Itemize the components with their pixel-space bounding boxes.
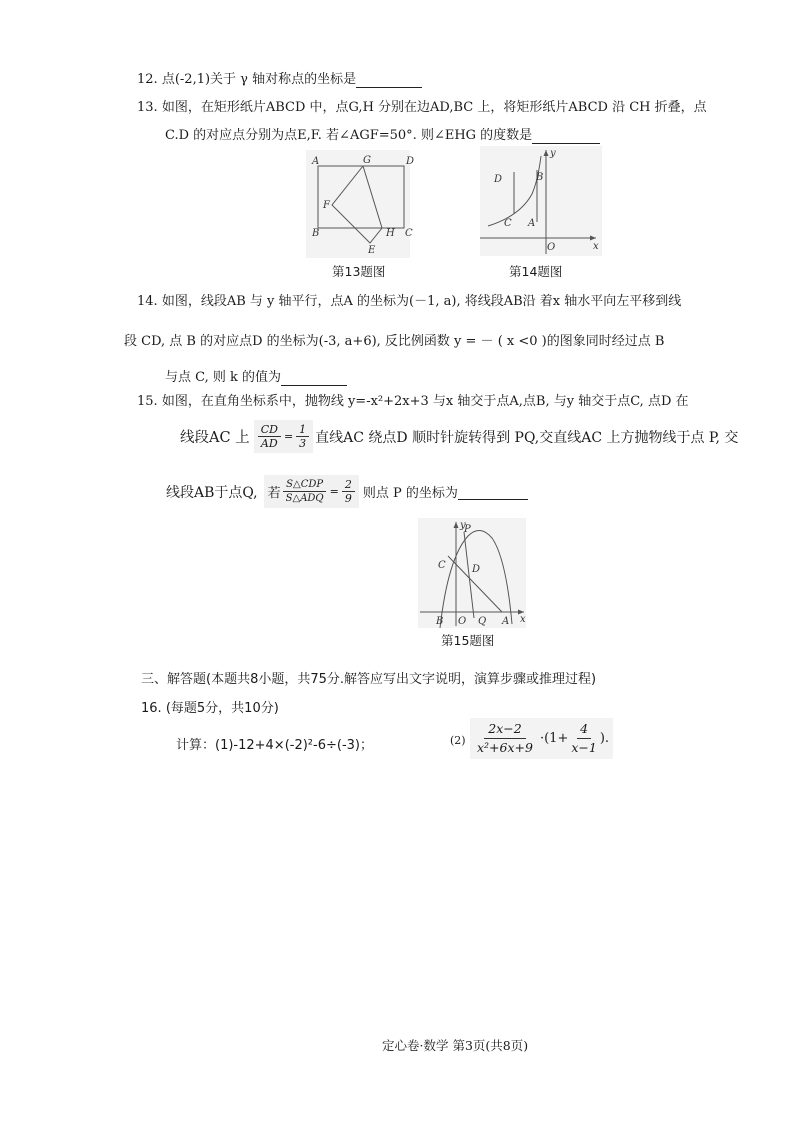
q16-part2-middle: ·(1+ xyxy=(539,731,569,746)
q16-part2-inner-fraction xyxy=(568,720,599,757)
q14-text-line3: 与点 C, 则 k 的值为 xyxy=(165,370,282,385)
q15-label-o: O xyxy=(458,616,467,627)
q16-part2-end: ). xyxy=(599,731,610,746)
q14-label-o: O xyxy=(547,242,556,253)
q15-line2 xyxy=(180,420,738,453)
q15-label-a: A xyxy=(502,616,510,627)
q15-ratio2-equals: = xyxy=(329,485,339,498)
q14-label-x: x xyxy=(593,241,599,252)
q12-number: 12. xyxy=(137,72,158,87)
q16-part2-expression xyxy=(470,718,613,759)
q16-part1: 计算：(1)-12+4×(-2)²-6÷(-3)； xyxy=(176,738,373,753)
q15-text-line2-prefix: 线段AC 上 xyxy=(180,430,250,446)
q15-ratio2-denominator: S△ADQ xyxy=(285,493,324,504)
q15-number: 15. xyxy=(137,394,158,409)
q13-label-h: H xyxy=(386,228,395,239)
q14-label-y: y xyxy=(550,148,556,159)
q15-text-line1: 如图，在直角坐标系中，抛物线 y=-x²+2x+3 与x 轴交于点A,点B, 与y 轴交于点C, 点D 在 xyxy=(161,394,689,409)
q16-intro-line xyxy=(141,697,279,716)
q15-ratio1-value xyxy=(296,423,309,450)
q13-label-a: A xyxy=(312,156,320,167)
q15-answer-blank xyxy=(458,484,528,500)
q15-ratio2-numerator: S△CDP xyxy=(283,478,326,492)
q13-label-f: F xyxy=(323,200,330,211)
q15-label-y: y xyxy=(460,520,466,531)
q14-label-d: D xyxy=(494,174,503,185)
q14-label-b: B xyxy=(536,172,544,183)
q15-ratio1-value-numerator: 1 xyxy=(296,423,309,437)
q14-figure xyxy=(480,146,602,256)
q15-ratio1-fraction xyxy=(258,423,281,450)
q13-number: 13. xyxy=(137,100,158,115)
q15-ratio1-denominator: AD xyxy=(260,437,278,450)
q15-text-line2-rest: 直线AC 绕点D 顺时针旋转得到 PQ,交直线AC 上方抛物线于点 P, 交 xyxy=(315,429,739,446)
q15-ratio1-value-denominator: 3 xyxy=(299,437,307,450)
q15-ratio1-numerator: CD xyxy=(258,423,281,437)
q15-ratio2-fraction xyxy=(283,478,327,505)
q15-ratio2-value-denominator: 9 xyxy=(344,492,352,505)
q13-label-e: E xyxy=(368,245,376,256)
q16-part2-inner-numerator: 4 xyxy=(577,720,591,739)
q14-line3 xyxy=(165,366,347,386)
q15-ratio2 xyxy=(264,475,359,508)
q16-part2-label: (2) xyxy=(450,734,466,747)
q15-ratio1-equals: = xyxy=(283,430,294,443)
q16-part2-fraction xyxy=(474,720,536,757)
q13-label-b: B xyxy=(312,228,320,239)
q13-label-c: C xyxy=(405,228,413,239)
q13-text-line2: C.D 的对应点分别为点E,F. 若∠AGF=50°. 则∠EHG 的度数是 xyxy=(165,128,533,143)
q14-line1 xyxy=(137,290,681,309)
q14-text-line2: 段 CD, 点 B 的对应点D 的坐标为(-3, a+6), 反比例函数 y = － ( x <0 )的图象同时经过点 B xyxy=(124,334,665,349)
q15-text-line3-prefix: 线段AB于点Q, xyxy=(166,484,258,501)
q15-figure-caption: 第15题图 xyxy=(441,633,495,648)
q14-label-c: C xyxy=(504,218,512,229)
page-footer: 定心卷·数学 第3页(共8页) xyxy=(382,1038,529,1053)
q15-figure xyxy=(418,518,526,628)
q15-ratio1 xyxy=(254,420,313,453)
q16-part2-inner-denominator: x−1 xyxy=(571,740,597,755)
q16-part2-numerator: 2x−2 xyxy=(484,720,525,739)
q13-label-d: D xyxy=(406,156,415,167)
q15-label-q: Q xyxy=(478,616,487,627)
q12-text: 点(-2,1)关于 γ 轴对称点的坐标是 xyxy=(161,72,357,87)
q13-label-g: G xyxy=(363,155,371,166)
q16-part2-denominator: x²+6x+9 xyxy=(477,740,533,755)
q13-figure xyxy=(306,150,415,258)
q15-ratio2-if: 若 xyxy=(267,486,281,501)
q14-figure-caption: 第14题图 xyxy=(509,264,563,279)
q16-intro: (每题5分，共10分) xyxy=(165,701,279,716)
q12-answer-blank xyxy=(356,72,422,88)
q13-line2 xyxy=(165,124,600,144)
q15-line3 xyxy=(166,475,528,508)
q14-text-line1: 如图，线段AB 与 y 轴平行，点A 的坐标为(－1, a), 将线段AB沿 着x 轴水平向左平移到线 xyxy=(161,294,682,309)
q14-answer-blank xyxy=(281,370,347,386)
q14-number: 14. xyxy=(137,294,158,309)
q13-answer-blank xyxy=(532,128,600,144)
q14-line2 xyxy=(124,330,664,349)
section3-heading: 三、解答题(本题共8小题，共75分.解答应写出文字说明，演算步骤或推理过程) xyxy=(141,672,597,687)
q15-label-c: C xyxy=(438,560,446,571)
q16-number: 16. xyxy=(141,701,162,716)
q15-label-b: B xyxy=(436,616,444,627)
q13-figure-caption: 第13题图 xyxy=(332,264,386,279)
q15-label-d: D xyxy=(472,564,481,575)
q15-label-p: P xyxy=(464,524,471,535)
q12-line xyxy=(137,68,422,88)
q15-ratio2-value xyxy=(342,478,355,505)
q15-ratio2-value-numerator: 2 xyxy=(342,478,355,492)
q13-line1 xyxy=(137,96,707,115)
q15-label-x: x xyxy=(520,614,526,625)
q15-line1 xyxy=(137,390,689,409)
q15-text-line3-rest: 则点 P 的坐标为 xyxy=(362,486,458,501)
q13-text-line1: 如图，在矩形纸片ABCD 中，点G,H 分别在边AD,BC 上，将矩形纸片ABCD 沿 CH 折叠，点 xyxy=(161,100,707,115)
q14-label-a: A xyxy=(528,218,536,229)
